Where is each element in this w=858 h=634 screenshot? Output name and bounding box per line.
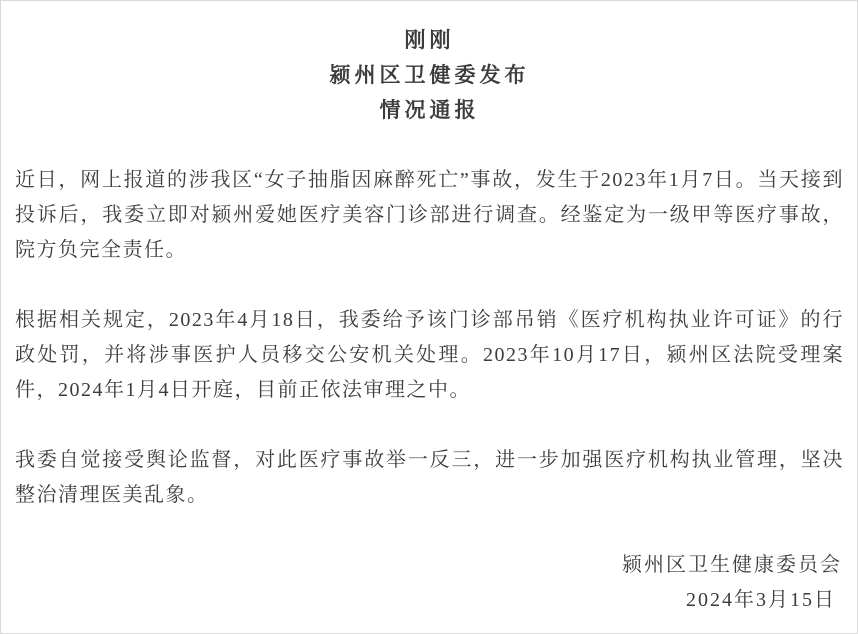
notice-paragraph-3: 我委自觉接受舆论监督，对此医疗事故举一反三，进一步加强医疗机构执业管理，坚决整治清理医美乱象。 [15,449,844,506]
notice-paragraph-1: 近日，网上报道的涉我区“女子抽脂因麻醉死亡”事故，发生于2023年1月7日。当天接到投诉后，我委立即对颍州爱她医疗美容门诊部进行调查。经鉴定为一级甲等医疗事故，院方负完全责任。 [15,169,844,261]
notice-title-line-2: 颍州区卫健委发布 [329,63,530,87]
notice-title-line-1: 刚刚 [404,28,455,52]
notice-paragraph-2: 根据相关规定，2023年4月18日，我委给予该门诊部吊销《医疗机构执业许可证》的行政处罚，并将涉事医护人员移交公安机关处理。2023年10月17日，颍州区法院受理案件，2024年1月4日开庭，目前正依法审理之中。 [15,309,844,401]
notice-signature: 颍州区卫生健康委员会 [622,554,842,576]
notice-title-block [15,23,844,128]
notice-date: 2024年3月15日 [686,589,836,611]
notice-title-line-3: 情况通报 [379,98,480,122]
